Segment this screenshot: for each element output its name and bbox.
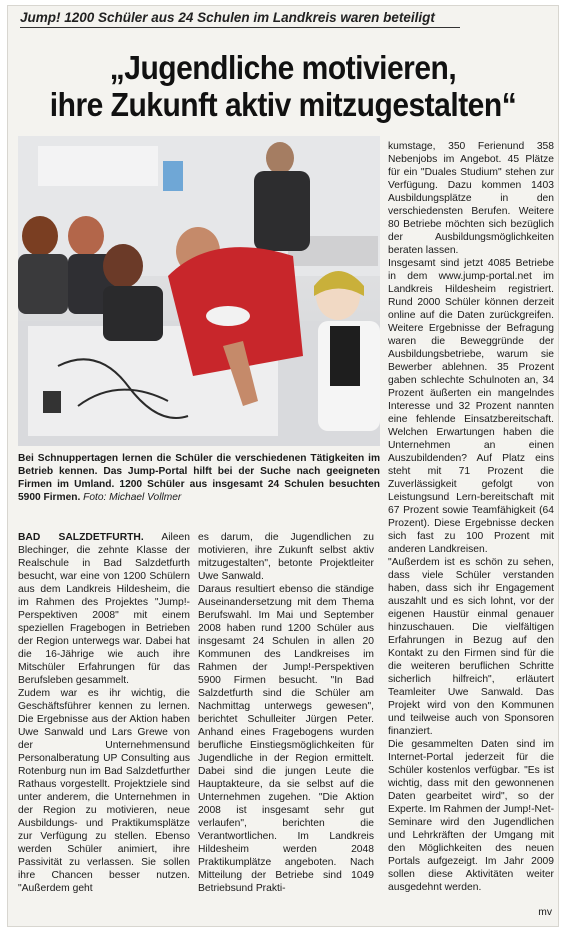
column-1-paragraph-1: Aileen Blechinger, die zehnte Klasse der Realschule in Bad Salzdetfurth besucht, war eine von 1200 Schülern aus dem Landkreis Hildesheim, die im Rahmen des Projektes "Jump!-Perspektiven 2008" mit einem speziellen Fragebogen in Betrieben der Region unterwegs war. Dabei hat die 16-Jährige wie auch ihre Mitschüler Erfahrungen für das Berufsleben gesammelt.	[18, 532, 190, 686]
column-3-paragraph-1: kumstage, 350 Ferienund 358 Nebenjobs im Angebot. 45 Plätze für ein "Duales Studium" stehen zur Verfügung. Dazu kommen 1403 Ausbildungsplätze in den verschiedensten Berufen. Weitere 80 Betriebe möchten sich bezüglich der Ausbildungsmöglichkeiten beraten lassen.	[388, 141, 554, 256]
classroom-photo-illustration	[18, 136, 380, 446]
article-column-1	[18, 531, 190, 895]
article-column-3	[388, 140, 554, 894]
author-signature: mv	[538, 907, 552, 918]
column-3-paragraph-3: "Außerdem ist es schön zu sehen, dass viele Schüler verstanden haben, dass sich ihr Engagement auszahlt und es sich lohnt, vor der eigenen Haustür einmal genauer hinzuschauen. Die vielfältigen Erfahrungen in Bezug auf den Kontakt zu den Firmen sind für die die weiteren beruflichen Schritte sicherlich hilfreich", erläutert Teamleiter Uwe Sanwald. Das Projekt wird von den Kommunen und teilweise auch von Sponsoren finanziert.	[388, 557, 554, 737]
newspaper-clipping	[8, 6, 558, 926]
column-2-paragraph-2: Daraus resultiert ebenso die ständige Auseinandersetzung mit dem Thema Berufswahl. Im Mai und September 2008 haben rund 1200 Schüler aus insgesamt 24 Schulen in allen 20 Kommunen des Landkreises im Rahmen der Jump!-Perspektiven 5900 Firmen besucht. "In Bad Salzdetfurth sind die Schüler am Nachmittag unterwegs gewesen", berichtet Schulleiter Jürgen Peter. Anhand eines Fragebogens wurden berufliche Einstiegsmöglichkeiten für Jugendliche in der Region ermittelt. Dabei sind die jungen Leute die Hauptakteure, da sie selbst auf die Unternehmen zugehen. "Die Aktion 2008 ist insgesamt sehr gut verlaufen", berichten die Verantwortlichen. Im Landkreis Hildesheim werden 2048 Praktikumplätze angeboten. Nach Mitteilung der Betriebe sind 1049 Betriebsund Prakti-	[198, 584, 374, 894]
dateline: BAD SALZDETFURTH.	[18, 532, 144, 543]
column-3-paragraph-4: Die gesammelten Daten sind im Internet-Portal jederzeit für die Schüler kostenlos verfügbar. "Es ist wichtig, dass mit den gewonnenen Daten gearbeitet wird", so der Experte. Im Rahmen der Jump!-Net-Seminare wird den Jugendlichen und Lehrkräften der Umgang mit den Möglichkeiten des neuen Portals aufgezeigt. Im Jahr 2009 sollen diese Aktivitäten weiter ausgedehnt werden.	[388, 739, 554, 893]
article-column-2	[198, 531, 374, 895]
article-kicker: Jump! 1200 Schüler aus 24 Schulen im Landkreis waren beteiligt	[20, 10, 460, 28]
article-headline	[8, 50, 558, 124]
caption-text: Bei Schnuppertagen lernen die Schüler die verschiedenen Tätigkeiten im Betrieb kennen. Das Jump-Portal hilft bei der Suche nach geeigneten Firmen im Umland. 1200 Schüler aus insgesamt 24 Schulen besuchten 5900 Firmen.	[18, 453, 380, 503]
headline-line-2: ihre Zukunft aktiv mitzugestalten“	[49, 86, 517, 124]
photo-caption	[18, 452, 380, 504]
column-3-paragraph-2: Insgesamt sind jetzt 4085 Betriebe in dem www.jump-portal.net im Landkreis Hildesheim registriert. Rund 2000 Schüler können derzeit online auf die Daten zurückgreifen. Weitere Ergebnisse der Befragung waren die Beweggründe der Ausbildungsbetriebe, warum sie Bewerber ablehnen. 35 Prozent gaben schlechte Schulnoten an, 34 Prozent äußerten ein mangelndes Interesse und 32 Prozent nannten eine fehlende Einsatzbereitschaft. Welchen Erwartungen haben die Unternehmen an einen Auszubildenden? Auf Platz eins steht mit 71 Prozent die Zuverlässigkeit gefolgt von Leistungsund Lern-bereitschaft mit 67 Prozent sowie Teamfähigkeit (64 Prozent). Diese Ergebnisse decken sich fast zu 100 Prozent mit anderen Landkreisen.	[388, 258, 554, 555]
column-2-paragraph-1: es darum, die Jugendlichen zu motivieren, ihre Zukunft selbst aktiv mitzugestalten", betonte Projektleiter Uwe Sanwald.	[198, 532, 374, 582]
photo-credit: Foto: Michael Vollmer	[83, 492, 182, 503]
article-photo	[18, 136, 380, 446]
column-1-paragraph-2: Zudem war es ihr wichtig, die Geschäftsführer kennen zu lernen. Die Ergebnisse aus der Aktion haben Uwe Sanwald und Lars Grewe von der Unternehmensund Personalberatung UP Consulting aus Rotenburg nun im Bad Salzdetfurther Rathaus vorgestellt. Projektziele sind unter anderem, die Unternehmen in der Region zu motivieren, neue Ausbildungs- und Praktikumsplätze zur Verfügung zu stellen. Ebenso werden Schüler animiert, ihre Passivität zu verlassen. Sie sollen ihre Chancen besser nutzen. "Außerdem geht	[18, 688, 190, 894]
headline-line-1: „Jugendliche motivieren,	[109, 50, 457, 87]
